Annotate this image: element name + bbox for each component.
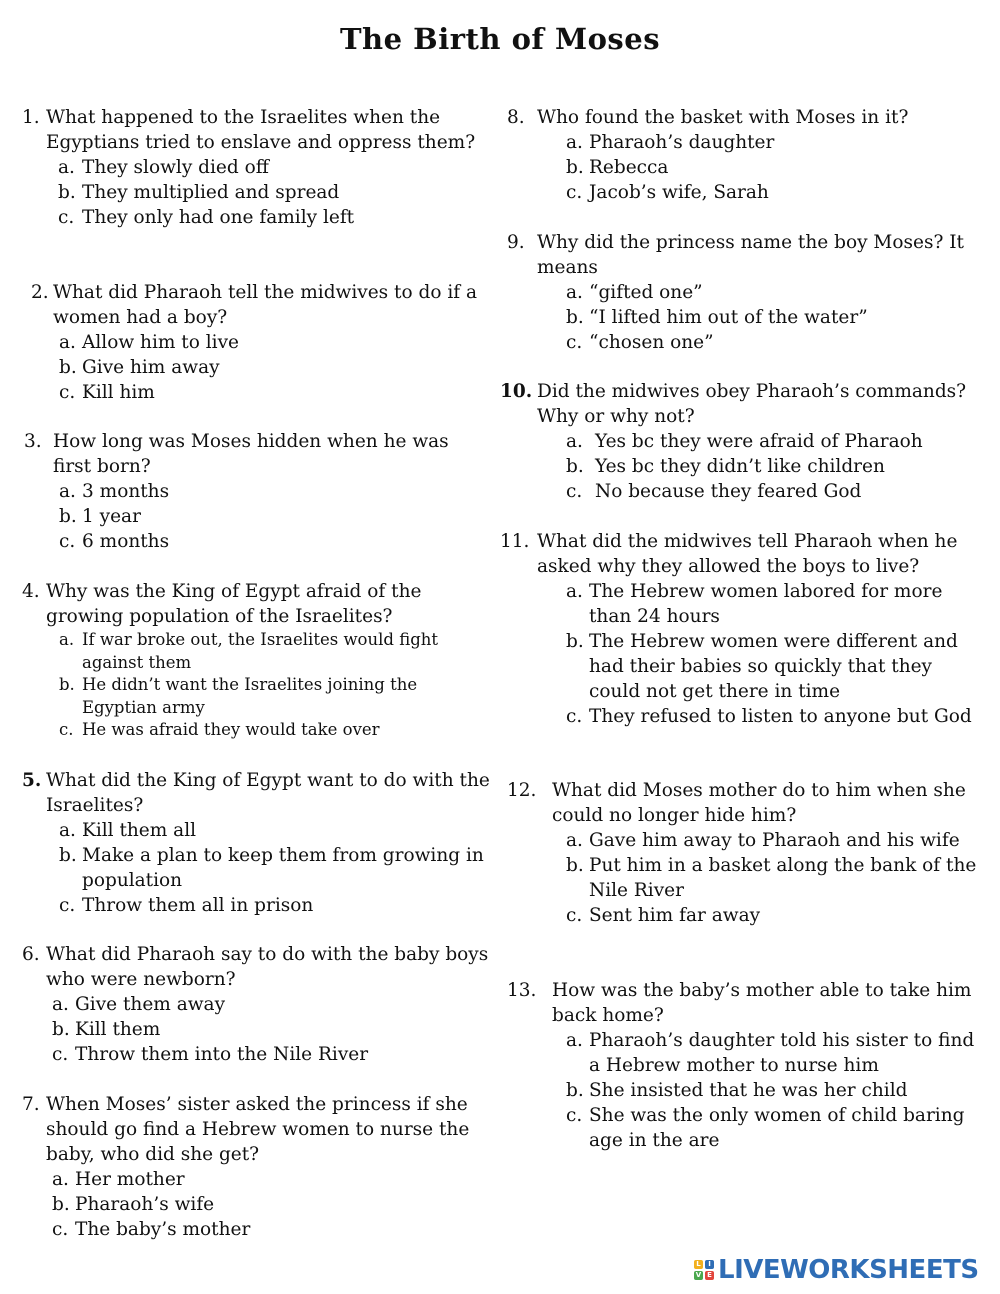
answer-option[interactable]	[22, 629, 492, 674]
option-letter: a.	[566, 431, 583, 452]
option-text: Pharaoh’s wife	[75, 1194, 215, 1215]
question-number: 12.	[507, 780, 537, 801]
option-letter: b.	[566, 307, 584, 328]
option-letter: c.	[59, 531, 76, 552]
question-text: What did Moses mother do to him when she could no longer hide him?	[552, 780, 966, 826]
option-letter: c.	[566, 182, 583, 203]
answer-option[interactable]	[500, 704, 987, 729]
liveworksheets-logo[interactable]	[694, 1257, 979, 1283]
answer-option[interactable]	[507, 903, 987, 928]
question-number: 7.	[22, 1094, 40, 1115]
question-text: Did the midwives obey Pharaoh’s commands? Why or why not?	[537, 381, 967, 427]
question-text: How long was Moses hidden when he was first born?	[53, 431, 449, 477]
answer-option[interactable]	[507, 1078, 987, 1103]
answer-option[interactable]	[22, 504, 492, 529]
answer-option[interactable]	[22, 180, 492, 205]
option-text: 3 months	[82, 481, 170, 502]
question-number: 1.	[22, 107, 40, 128]
option-letter: a.	[59, 630, 75, 649]
question-text: Who found the basket with Moses in it?	[537, 107, 909, 128]
option-letter: a.	[59, 481, 76, 502]
question-text: What did Pharaoh say to do with the baby boys who were newborn?	[46, 944, 489, 990]
question-text: How was the baby’s mother able to take him back home?	[552, 980, 972, 1026]
answer-option[interactable]	[22, 1017, 492, 1042]
answer-option[interactable]	[507, 280, 987, 305]
answer-option[interactable]	[22, 355, 492, 380]
question-text: Why was the King of Egypt afraid of the growing population of the Israelites?	[46, 581, 422, 627]
option-letter: b.	[58, 182, 76, 203]
option-text: 1 year	[82, 506, 141, 527]
option-letter: b.	[566, 1080, 584, 1101]
option-letter: b.	[566, 631, 584, 652]
option-letter: c.	[566, 481, 583, 502]
option-letter: c.	[566, 332, 583, 353]
question-number: 4.	[22, 581, 40, 602]
option-text: “chosen one”	[589, 332, 714, 353]
answer-option[interactable]	[507, 1103, 987, 1153]
option-text: They only had one family left	[82, 207, 355, 228]
mark-cell: E	[705, 1271, 714, 1280]
question-text: What did the King of Egypt want to do with the Israelites?	[46, 770, 490, 816]
option-text: Pharaoh’s daughter told his sister to find a Hebrew mother to nurse him	[589, 1030, 975, 1076]
option-text: The baby’s mother	[75, 1219, 251, 1240]
answer-option[interactable]	[22, 479, 492, 504]
option-letter: c.	[59, 382, 76, 403]
answer-option[interactable]	[507, 130, 987, 155]
option-letter: a.	[52, 1169, 69, 1190]
option-text: Pharaoh’s daughter	[589, 132, 775, 153]
option-text: Give them away	[75, 994, 226, 1015]
option-letter: b.	[52, 1194, 70, 1215]
answer-option[interactable]	[22, 893, 492, 918]
option-letter: c.	[59, 720, 74, 739]
question-text: What did the midwives tell Pharaoh when he asked why they allowed the boys to live?	[537, 531, 958, 577]
option-text: They slowly died off	[82, 157, 269, 178]
option-text: She was the only women of child baring age in the are	[589, 1105, 965, 1151]
answer-option[interactable]	[507, 305, 987, 330]
answer-option[interactable]	[22, 843, 492, 893]
question-number: 2.	[31, 282, 49, 303]
option-text: Jacob’s wife, Sarah	[589, 182, 769, 203]
question-2	[22, 280, 492, 405]
option-letter: b.	[59, 845, 77, 866]
question-number: 5.	[22, 770, 42, 791]
answer-option[interactable]	[507, 330, 987, 355]
option-text: Kill them all	[82, 820, 197, 841]
question-number: 10.	[500, 381, 533, 402]
option-text: 6 months	[82, 531, 170, 552]
option-text: Give him away	[82, 357, 220, 378]
answer-option[interactable]	[500, 479, 987, 504]
answer-option[interactable]	[500, 629, 987, 704]
answer-option[interactable]	[507, 853, 987, 903]
answer-option[interactable]	[500, 454, 987, 479]
question-number: 11.	[500, 531, 530, 552]
answer-option[interactable]	[22, 205, 492, 230]
question-13	[507, 978, 987, 1153]
option-letter: a.	[566, 132, 583, 153]
question-text: What did Pharaoh tell the midwives to do if a women had a boy?	[53, 282, 478, 328]
question-7	[22, 1092, 492, 1242]
question-10	[500, 379, 987, 504]
option-text: Kill him	[82, 382, 155, 403]
answer-option[interactable]	[22, 1217, 492, 1242]
option-letter: c.	[566, 1105, 583, 1126]
option-letter: c.	[58, 207, 75, 228]
option-text: Rebecca	[589, 157, 669, 178]
answer-option[interactable]	[22, 818, 492, 843]
option-letter: c.	[52, 1219, 69, 1240]
question-6	[22, 942, 492, 1067]
option-text: Sent him far away	[589, 905, 761, 926]
question-4	[22, 579, 492, 742]
question-text: Why did the princess name the boy Moses? It means	[537, 232, 964, 278]
answer-option[interactable]	[507, 828, 987, 853]
option-text: Throw them into the Nile River	[75, 1044, 369, 1065]
option-letter: c.	[566, 706, 583, 727]
answer-option[interactable]	[507, 155, 987, 180]
answer-option[interactable]	[22, 330, 492, 355]
answer-option[interactable]	[22, 992, 492, 1017]
answer-option[interactable]	[507, 180, 987, 205]
answer-option[interactable]	[22, 380, 492, 405]
option-letter: c.	[59, 895, 76, 916]
option-text: Yes bc they were afraid of Pharaoh	[595, 431, 923, 452]
question-number: 6.	[22, 944, 40, 965]
answer-option[interactable]	[22, 529, 492, 554]
option-letter: a.	[566, 830, 583, 851]
mark-cell: I	[705, 1260, 714, 1269]
mark-cell: V	[695, 1271, 702, 1279]
option-text: He was afraid they would take over	[82, 720, 380, 739]
option-letter: b.	[59, 675, 75, 694]
option-text: Allow him to live	[82, 332, 239, 353]
option-letter: b.	[566, 855, 584, 876]
option-text: He didn’t want the Israelites joining the Egyptian army	[82, 675, 418, 717]
option-letter: c.	[52, 1044, 69, 1065]
question-number: 8.	[507, 107, 525, 128]
option-letter: a.	[566, 581, 583, 602]
answer-option[interactable]	[22, 1167, 492, 1192]
brand-name: LIVEWORKSHEETS	[718, 1255, 979, 1285]
answer-option[interactable]	[22, 1192, 492, 1217]
answer-option[interactable]	[22, 1042, 492, 1067]
option-letter: b.	[566, 157, 584, 178]
option-text: They refused to listen to anyone but God	[589, 706, 972, 727]
option-letter: b.	[566, 456, 584, 477]
option-letter: a.	[59, 332, 76, 353]
option-text: She insisted that he was her child	[589, 1080, 908, 1101]
option-letter: a.	[59, 820, 76, 841]
option-letter: a.	[566, 282, 583, 303]
question-5	[22, 768, 492, 918]
question-number: 3.	[24, 431, 42, 452]
answer-option[interactable]	[507, 1028, 987, 1078]
option-letter: b.	[59, 506, 77, 527]
question-12	[507, 778, 987, 928]
option-text: The Hebrew women were different and had their babies so quickly that they could not get there in time	[589, 631, 958, 702]
option-text: Yes bc they didn’t like children	[595, 456, 885, 477]
page-title: The Birth of Moses	[339, 22, 661, 56]
option-text: Make a plan to keep them from growing in population	[82, 845, 484, 891]
option-text: If war broke out, the Israelites would fight against them	[82, 630, 439, 672]
question-number: 9.	[507, 232, 525, 253]
option-letter: b.	[52, 1019, 70, 1040]
question-number: 13.	[507, 980, 537, 1001]
option-text: “gifted one”	[589, 282, 703, 303]
answer-option[interactable]	[22, 719, 492, 742]
option-text: Kill them	[75, 1019, 161, 1040]
option-text: “I lifted him out of the water”	[589, 307, 868, 328]
option-text: Throw them all in prison	[82, 895, 314, 916]
option-letter: a.	[58, 157, 75, 178]
question-text: When Moses’ sister asked the princess if she should go find a Hebrew women to nurse the baby, who did she get?	[46, 1094, 470, 1165]
question-11	[500, 529, 987, 729]
question-3	[22, 429, 492, 554]
option-text: They multiplied and spread	[82, 182, 340, 203]
option-letter: c.	[566, 905, 583, 926]
option-letter: b.	[59, 357, 77, 378]
option-text: Her mother	[75, 1169, 185, 1190]
answer-option[interactable]	[500, 429, 987, 454]
mark-cell: L	[694, 1260, 703, 1269]
liveworksheets-mark-icon	[694, 1260, 714, 1280]
option-text: The Hebrew women labored for more than 24 hours	[589, 581, 943, 627]
option-letter: a.	[566, 1030, 583, 1051]
option-text: Put him in a basket along the bank of the Nile River	[589, 855, 977, 901]
question-1	[22, 105, 492, 230]
question-9	[507, 230, 987, 355]
answer-option[interactable]	[500, 579, 987, 629]
option-letter: a.	[52, 994, 69, 1015]
option-text: No because they feared God	[595, 481, 862, 502]
question-text: What happened to the Israelites when the Egyptians tried to enslave and oppress them?	[46, 107, 476, 153]
option-text: Gave him away to Pharaoh and his wife	[589, 830, 960, 851]
answer-option[interactable]	[22, 674, 492, 719]
answer-option[interactable]	[22, 155, 492, 180]
question-8	[507, 105, 987, 205]
